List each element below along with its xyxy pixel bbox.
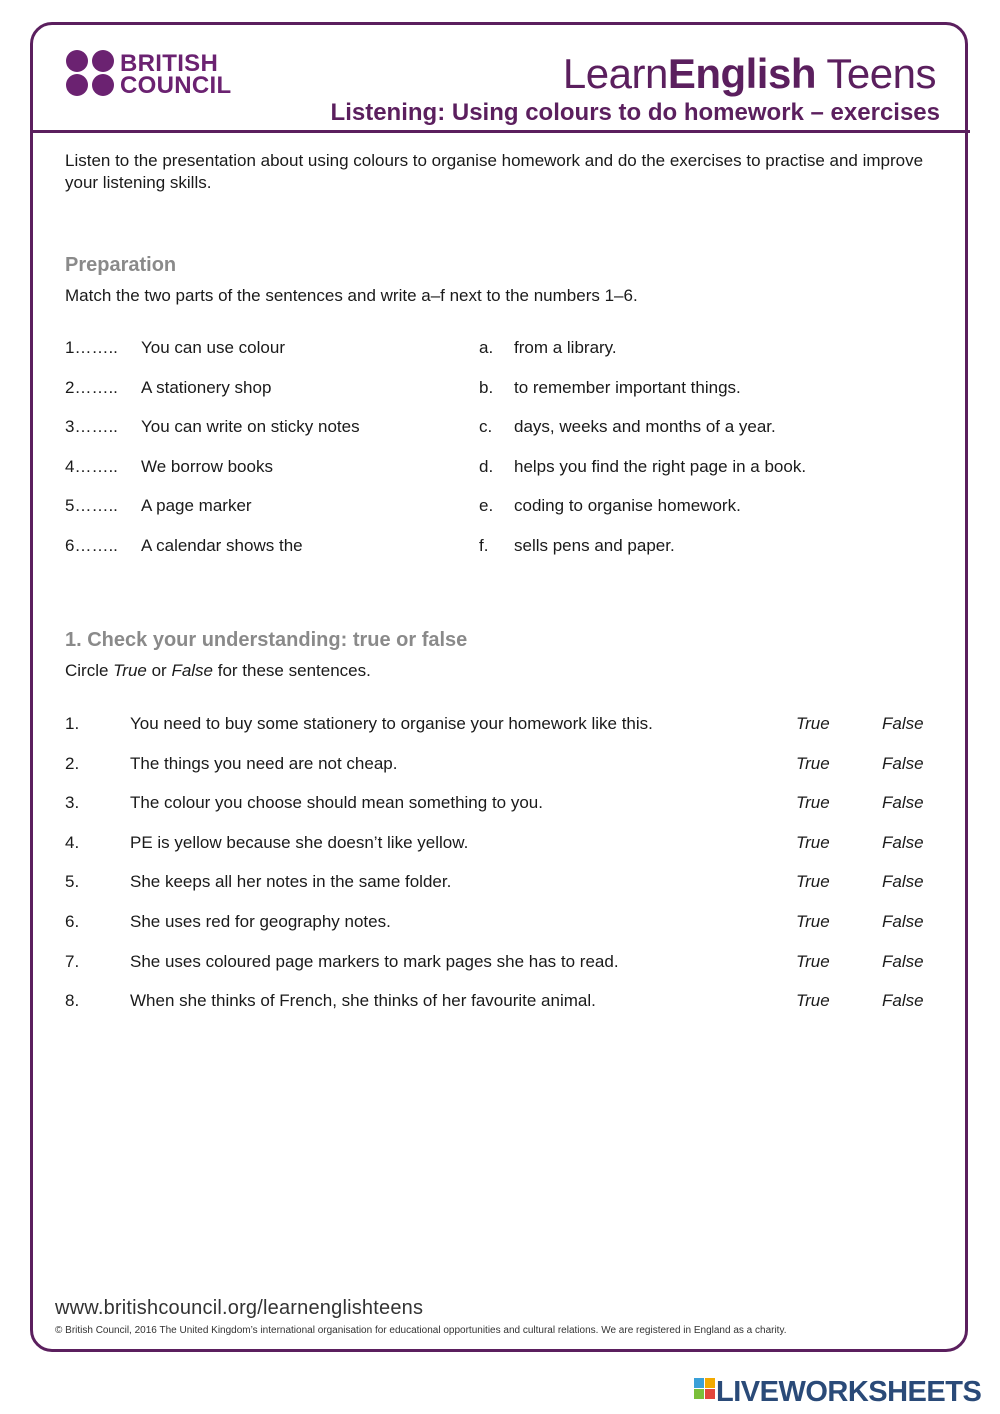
statement-text: When she thinks of French, she thinks of her favourite animal. <box>130 991 596 1011</box>
statement-text: She uses coloured page markers to mark pages she has to read. <box>130 951 619 971</box>
false-option[interactable]: False <box>882 991 924 1011</box>
false-option[interactable]: False <box>882 793 924 813</box>
sentence-end: coding to organise homework. <box>514 496 741 516</box>
option-letter: b. <box>479 377 494 397</box>
sentence-start: We borrow books <box>141 456 273 476</box>
answer-blank[interactable]: 4…….. <box>65 456 118 476</box>
false-option[interactable]: False <box>882 872 924 892</box>
statement-text: You need to buy some stationery to organise your homework like this. <box>130 714 653 733</box>
british-council-dots-icon <box>66 50 116 100</box>
statement-text: The things you need are not cheap. <box>130 753 398 773</box>
false-option[interactable]: False <box>882 753 924 773</box>
footer-copyright: © British Council, 2016 The United Kingdom’s international organisation for educational opportunities and cultural relations. We are registered in England as a charity. <box>55 1325 787 1336</box>
item-number: 2. <box>65 753 80 773</box>
match-row <box>65 417 945 441</box>
tf-row <box>65 714 945 738</box>
match-row <box>65 536 945 560</box>
sentence-start: A page marker <box>141 496 252 516</box>
tf-row <box>65 754 945 778</box>
match-row <box>65 338 945 362</box>
true-option[interactable]: True <box>796 912 830 931</box>
false-option[interactable]: False <box>882 912 924 931</box>
sentence-start: A stationery shop <box>141 377 272 397</box>
statement-text: PE is yellow because she doesn’t like yellow. <box>130 832 469 852</box>
sentence-start: A calendar shows the <box>141 536 303 555</box>
sentence-start: You can write on sticky notes <box>141 417 360 437</box>
tf-row <box>65 833 945 857</box>
sentence-end: sells pens and paper. <box>514 536 675 555</box>
preparation-instruction: Match the two parts of the sentences and write a–f next to the numbers 1–6. <box>65 286 638 305</box>
answer-blank[interactable]: 5…….. <box>65 496 118 516</box>
page-title: Listening: Using colours to do homework – exercises <box>330 99 940 126</box>
page-frame <box>30 22 968 1352</box>
sentence-end: from a library. <box>514 338 617 357</box>
preparation-heading: Preparation <box>65 254 177 276</box>
option-letter: e. <box>479 496 494 516</box>
sentence-end: helps you find the right page in a book. <box>514 456 807 476</box>
true-option[interactable]: True <box>796 793 830 813</box>
answer-blank[interactable]: 1…….. <box>65 338 118 357</box>
check-heading: 1. Check your understanding: true or false <box>65 629 468 651</box>
intro-text: Listen to the presentation about using colours to organise homework and do the exercises to practise and improve your listening skills. <box>65 151 924 192</box>
item-number: 3. <box>65 793 80 813</box>
sentence-start: You can use colour <box>141 338 285 357</box>
liveworksheets-logo-icon <box>694 1378 716 1400</box>
tf-row <box>65 793 945 817</box>
false-option[interactable]: False <box>882 714 924 733</box>
item-number: 7. <box>65 951 80 971</box>
item-number: 1. <box>65 714 80 733</box>
answer-blank[interactable]: 2…….. <box>65 377 118 397</box>
option-letter: a. <box>479 338 494 357</box>
false-option[interactable]: False <box>882 832 924 852</box>
statement-text: She keeps all her notes in the same folder. <box>130 872 452 892</box>
match-row <box>65 378 945 402</box>
true-option[interactable]: True <box>796 951 830 971</box>
tf-row <box>65 872 945 896</box>
option-letter: f. <box>479 536 489 555</box>
check-instruction: Circle True or False for these sentences. <box>65 661 371 680</box>
item-number: 5. <box>65 872 80 892</box>
learnenglish-teens-brand: LearnEnglish Teens <box>562 50 936 97</box>
option-letter: d. <box>479 456 494 476</box>
tf-row <box>65 912 945 936</box>
item-number: 8. <box>65 991 80 1011</box>
false-option[interactable]: False <box>882 951 924 971</box>
statement-text: She uses red for geography notes. <box>130 912 391 931</box>
true-option[interactable]: True <box>796 714 830 733</box>
match-row <box>65 457 945 481</box>
tf-row <box>65 991 945 1015</box>
sentence-end: days, weeks and months of a year. <box>514 417 776 437</box>
true-option[interactable]: True <box>796 753 830 773</box>
footer-url[interactable]: www.britishcouncil.org/learnenglishteens <box>55 1297 424 1319</box>
tf-row <box>65 952 945 976</box>
item-number: 6. <box>65 912 80 931</box>
liveworksheets-wordmark: LIVEWORKSHEETS <box>716 1376 982 1408</box>
option-letter: c. <box>479 417 493 437</box>
match-row <box>65 496 945 520</box>
british-council-wordmark: BRITISH COUNCIL <box>120 50 232 99</box>
header-divider <box>30 130 970 133</box>
true-option[interactable]: True <box>796 991 830 1011</box>
answer-blank[interactable]: 6…….. <box>65 536 118 555</box>
true-option[interactable]: True <box>796 872 830 892</box>
sentence-end: to remember important things. <box>514 377 741 397</box>
true-option[interactable]: True <box>796 832 830 852</box>
item-number: 4. <box>65 832 80 852</box>
statement-text: The colour you choose should mean something to you. <box>130 793 543 813</box>
answer-blank[interactable]: 3…….. <box>65 417 118 437</box>
